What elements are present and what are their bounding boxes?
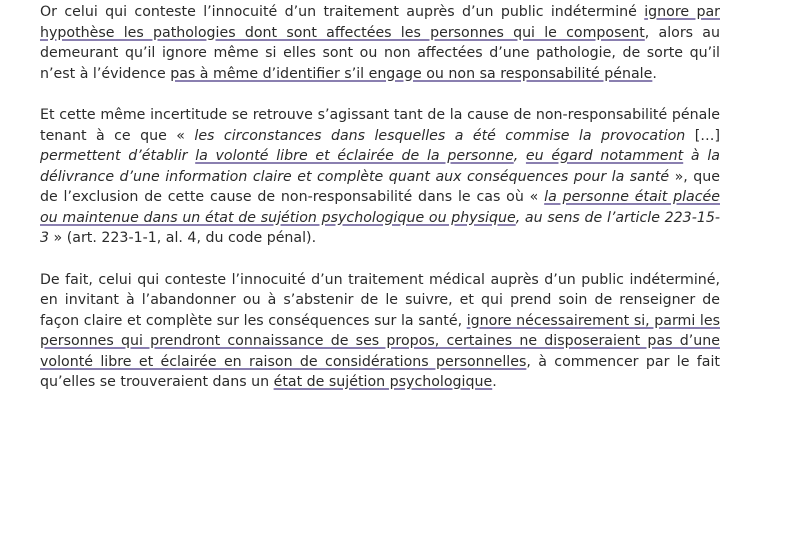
text-segment: Et cette même incertitude se retrouve s’agissant tant de la cause de non-responsabilité pénale tenant à ce que « (40, 107, 720, 144)
underlined-passage: état de sujétion psychologique (273, 374, 493, 390)
underlined-italic-passage: la volonté libre et éclairée de la personne (195, 148, 514, 164)
italic-quote: , au sens de l’article 223-15-3 (40, 209, 720, 246)
italic-quote: les circonstances dans lesquelles a été commise la provocation (194, 127, 686, 144)
text-segment: , à commencer par le fait qu’elles se trouveraient dans un (40, 353, 720, 390)
italic-quote: , (513, 148, 526, 164)
text-segment: . (652, 65, 657, 82)
text-segment: », que de l’exclusion de cette cause de non-responsabilité dans le cas où « (40, 168, 721, 205)
underlined-italic-passage: eu égard notamment (525, 148, 684, 164)
italic-quote: à la délivrance d’une information claire et complète quant aux conséquences pour la santé (40, 148, 720, 185)
italic-quote: permettent d’établir (40, 148, 196, 164)
paragraph-3 (40, 270, 720, 393)
text-segment: , alors au demeurant qu’il ignore même si elles sont ou non affectées d’une pathologie, de sorte qu’il n’est à l’évidence (40, 24, 720, 82)
text-segment: De fait, celui qui conteste l’innocuité d’un traitement médical auprès d’un public indéterminé, en invitant à l’abandonner ou à s’abstenir de le suivre, et qui prend soin de renseigner de façon claire et complète sur les conséquences sur la santé, (40, 271, 720, 329)
underlined-passage: ignore par hypothèse les pathologies dont sont affectées les personnes qui le composent (40, 4, 720, 41)
underlined-italic-passage: la personne était placée ou maintenue dans un état de sujétion psychologique ou physique (40, 189, 720, 226)
underlined-passage: ignore nécessairement si, parmi les personnes qui prendront connaissance de ses propos, certaines ne disposeraient pas d’une volonté libre et éclairée en raison de considérations personnelles (40, 312, 720, 370)
text-segment: […] (685, 127, 720, 144)
document-body (40, 2, 720, 414)
paragraph-1 (40, 2, 720, 84)
text-segment: » (art. 223-1-1, al. 4, du code pénal). (49, 230, 317, 246)
text-segment: Or celui qui conteste l’innocuité d’un traitement auprès d’un public indéterminé (40, 4, 645, 20)
paragraph-2 (40, 105, 720, 249)
text-segment: . (492, 374, 497, 390)
underlined-passage: pas à même d’identifier s’il engage ou non sa responsabilité pénale (170, 65, 653, 82)
